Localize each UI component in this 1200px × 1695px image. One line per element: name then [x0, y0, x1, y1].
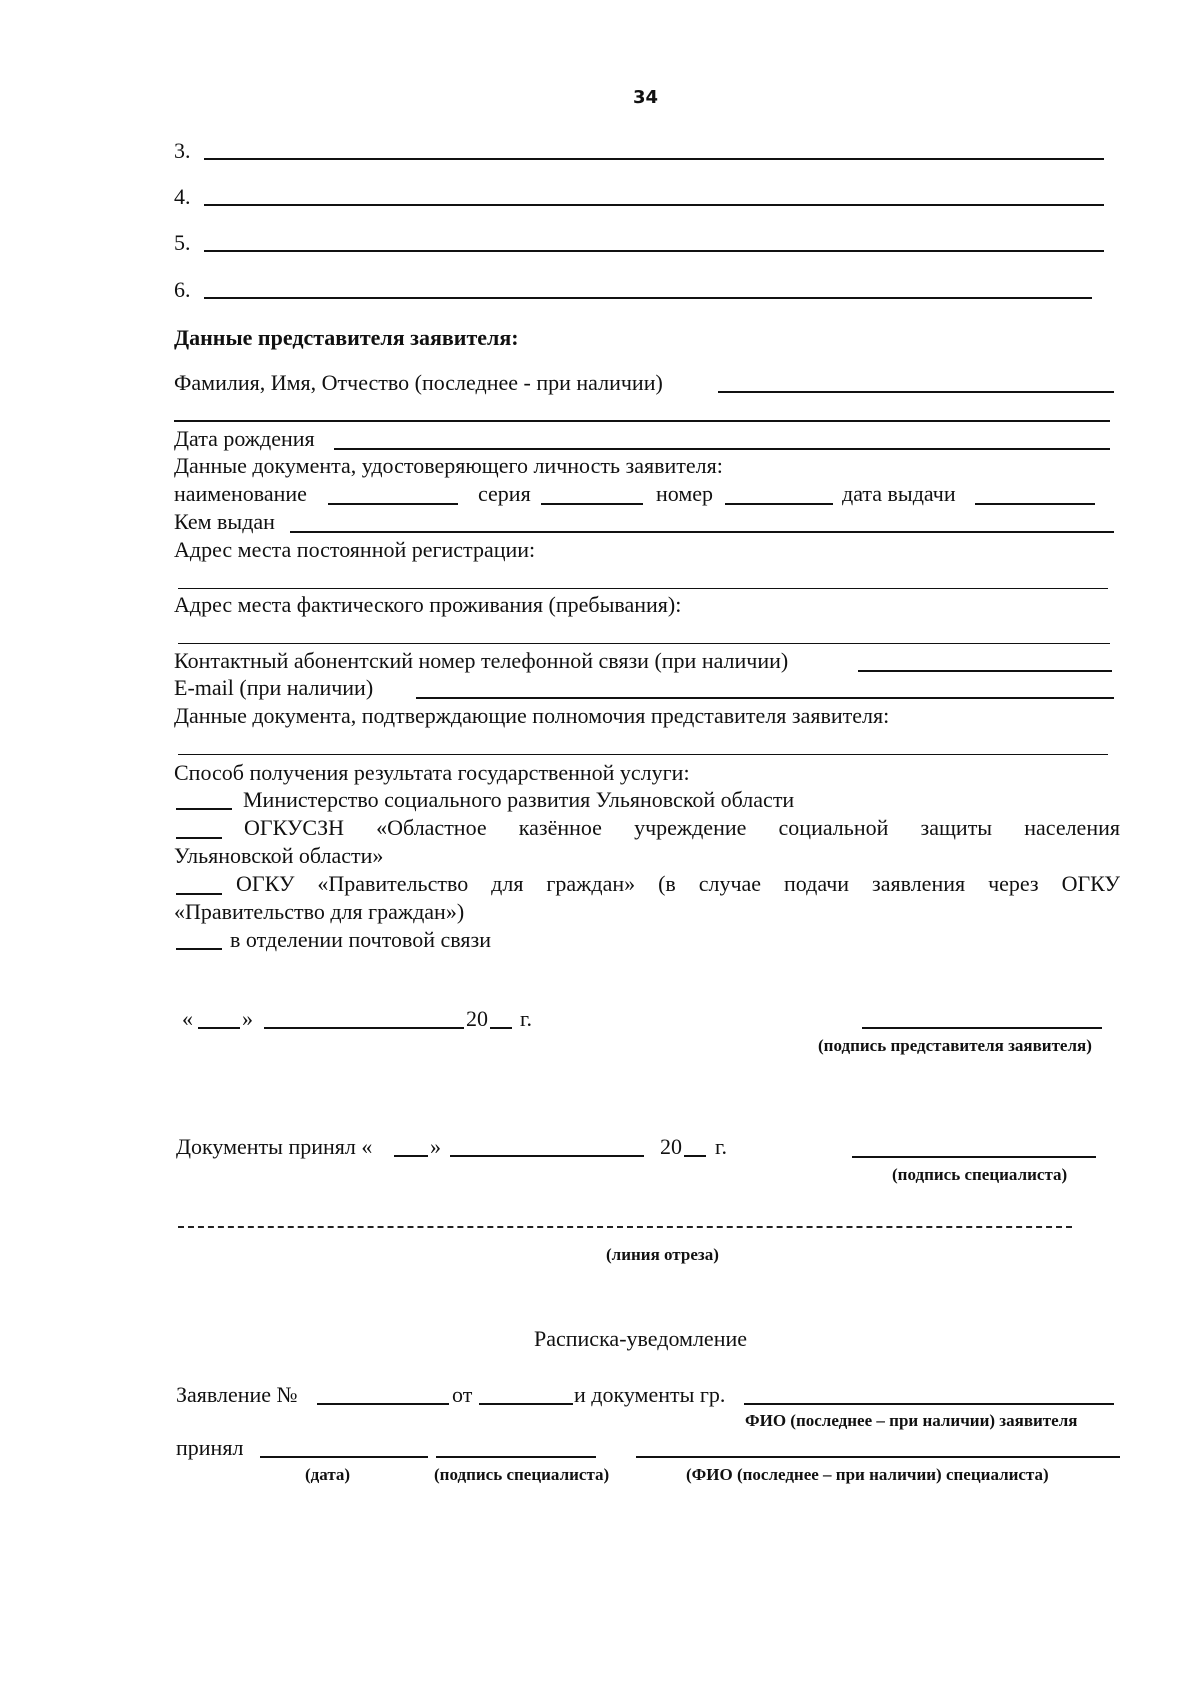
- docs-received-label: Документы принял «: [176, 1134, 373, 1159]
- doc-issue-date-line[interactable]: [975, 503, 1095, 505]
- receipt-signature-caption: (подпись специалиста): [434, 1465, 610, 1484]
- doc-name-label: наименование: [174, 481, 307, 506]
- rep-signature-caption: (подпись представителя заявителя): [818, 1036, 1092, 1055]
- fact-address-label: Адрес места фактического проживания (пребывания):: [174, 592, 682, 617]
- date-close-quote: »: [242, 1006, 253, 1031]
- option-2-checkbox-line[interactable]: [176, 837, 222, 839]
- section-title: Данные представителя заявителя:: [174, 325, 519, 350]
- rep-signature-line[interactable]: [862, 1027, 1102, 1029]
- date-day-line[interactable]: [198, 1027, 240, 1029]
- email-label: E-mail (при наличии): [174, 675, 374, 700]
- doc-series-line[interactable]: [541, 503, 643, 505]
- date-year-prefix: 20: [466, 1006, 488, 1031]
- list-item-number: 5.: [174, 230, 191, 255]
- option-2-label: ОГКУСЗН «Областное казённое учреждение социальной защиты населения: [244, 815, 1120, 840]
- receipt-from-line[interactable]: [479, 1403, 573, 1405]
- docs-year-prefix: 20: [660, 1134, 682, 1159]
- receipt-accepted-label: принял: [176, 1435, 244, 1460]
- receipt-docs-label: и документы гр.: [574, 1382, 726, 1407]
- date-year-line[interactable]: [490, 1027, 512, 1029]
- receipt-from-label: от: [452, 1382, 473, 1407]
- fact-address-line[interactable]: [178, 643, 1110, 644]
- receipt-spec-fio-line[interactable]: [636, 1456, 1120, 1458]
- issued-by-line[interactable]: [290, 531, 1114, 533]
- docs-day-line[interactable]: [394, 1155, 428, 1157]
- birth-date-label: Дата рождения: [174, 426, 315, 451]
- id-document-label: Данные документа, удостоверяющего личность заявителя:: [174, 453, 723, 478]
- option-1-checkbox-line[interactable]: [176, 808, 232, 810]
- receipt-signature-line[interactable]: [436, 1456, 596, 1458]
- doc-name-line[interactable]: [328, 503, 458, 505]
- phone-line[interactable]: [858, 670, 1112, 672]
- fill-line[interactable]: [204, 250, 1104, 252]
- fill-line[interactable]: [204, 204, 1104, 206]
- email-line[interactable]: [416, 697, 1114, 699]
- page-number: 34: [633, 87, 659, 108]
- option-3-checkbox-line[interactable]: [176, 893, 222, 895]
- issued-by-label: Кем выдан: [174, 509, 275, 534]
- cut-line-caption: (линия отреза): [606, 1245, 719, 1264]
- spec-signature-line[interactable]: [852, 1156, 1096, 1158]
- doc-series-label: серия: [478, 481, 531, 506]
- docs-year-suffix: г.: [715, 1134, 728, 1159]
- receipt-date-line[interactable]: [260, 1456, 428, 1458]
- receipt-applicant-fio-line[interactable]: [744, 1403, 1114, 1405]
- method-label: Способ получения результата государственной услуги:: [174, 760, 690, 785]
- authority-line[interactable]: [178, 754, 1108, 755]
- reg-address-label: Адрес места постоянной регистрации:: [174, 537, 536, 562]
- doc-number-label: номер: [656, 481, 714, 506]
- option-2-label-continued: Ульяновской области»: [174, 843, 384, 868]
- spec-signature-caption: (подпись специалиста): [892, 1165, 1068, 1184]
- receipt-applicant-fio-caption: ФИО (последнее – при наличии) заявителя: [745, 1411, 1078, 1430]
- option-3-label-continued: «Правительство для граждан»): [174, 899, 465, 924]
- fio-line-2[interactable]: [174, 420, 1110, 422]
- receipt-title: Расписка-уведомление: [534, 1326, 748, 1351]
- fio-line[interactable]: [718, 391, 1114, 393]
- date-year-suffix: г.: [520, 1006, 533, 1031]
- fill-line[interactable]: [204, 297, 1092, 299]
- date-open-quote: «: [182, 1006, 193, 1031]
- option-3-label: ОГКУ «Правительство для граждан» (в случае подачи заявления через ОГКУ: [236, 871, 1120, 896]
- doc-issue-date-label: дата выдачи: [842, 481, 956, 506]
- docs-year-line[interactable]: [684, 1155, 706, 1157]
- receipt-date-caption: (дата): [305, 1465, 351, 1484]
- fio-label: Фамилия, Имя, Отчество (последнее - при наличии): [174, 370, 663, 395]
- option-4-checkbox-line[interactable]: [176, 948, 222, 950]
- phone-label: Контактный абонентский номер телефонной связи (при наличии): [174, 648, 789, 673]
- fill-line[interactable]: [204, 158, 1104, 160]
- option-4-label: в отделении почтовой связи: [230, 927, 491, 952]
- cut-line: [178, 1226, 1072, 1228]
- authority-label: Данные документа, подтверждающие полномочия представителя заявителя:: [174, 703, 890, 728]
- receipt-statement-number-line[interactable]: [317, 1403, 449, 1405]
- receipt-spec-fio-caption: (ФИО (последнее – при наличии) специалиста): [686, 1465, 1049, 1484]
- docs-month-line[interactable]: [450, 1155, 644, 1157]
- receipt-statement-label: Заявление №: [176, 1382, 298, 1407]
- date-month-line[interactable]: [264, 1027, 464, 1029]
- reg-address-line[interactable]: [178, 588, 1108, 589]
- birth-date-line[interactable]: [334, 448, 1110, 450]
- list-item-number: 6.: [174, 277, 191, 302]
- list-item-number: 4.: [174, 184, 191, 209]
- doc-number-line[interactable]: [725, 503, 833, 505]
- docs-close-quote: »: [430, 1134, 441, 1159]
- list-item-number: 3.: [174, 138, 191, 163]
- option-1-label: Министерство социального развития Ульяновской области: [243, 787, 795, 812]
